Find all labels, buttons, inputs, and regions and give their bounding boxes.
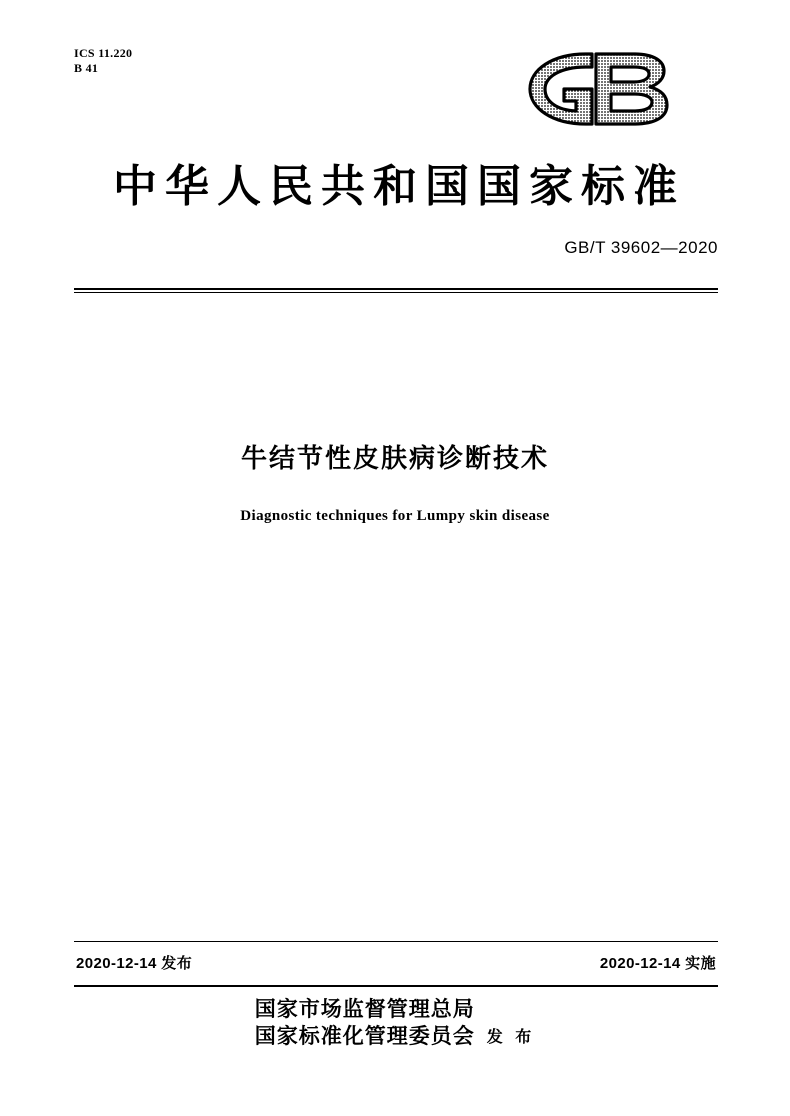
divider-footer-thin bbox=[74, 941, 718, 942]
divider-top-thin bbox=[74, 292, 718, 293]
classification-code: B 41 bbox=[74, 61, 99, 75]
publisher-names bbox=[255, 996, 475, 1050]
divider-footer-thick bbox=[74, 985, 718, 987]
ics-classification-block bbox=[74, 46, 132, 76]
document-title-english: Diagnostic techniques for Lumpy skin disease bbox=[240, 508, 550, 524]
publish-verb: 发 布 bbox=[486, 1029, 536, 1046]
implementation-date: 2020-12-14 实施 bbox=[599, 955, 716, 972]
publisher-line-1: 国家市场监督管理总局 bbox=[254, 998, 475, 1021]
divider-top-thick bbox=[74, 288, 718, 290]
publisher-line-2: 国家标准化管理委员会 bbox=[254, 1025, 475, 1048]
issue-date: 2020-12-14 发布 bbox=[76, 955, 193, 972]
publisher-block bbox=[0, 996, 790, 1050]
gb-logo-icon bbox=[508, 48, 678, 130]
page-title: 中华人民共和国国家标准 bbox=[113, 162, 685, 211]
document-title-chinese: 牛结节性皮肤病诊断技术 bbox=[240, 443, 549, 473]
standard-number: GB/T 39602—2020 bbox=[564, 238, 718, 257]
ics-code: ICS 11.220 bbox=[74, 46, 133, 60]
